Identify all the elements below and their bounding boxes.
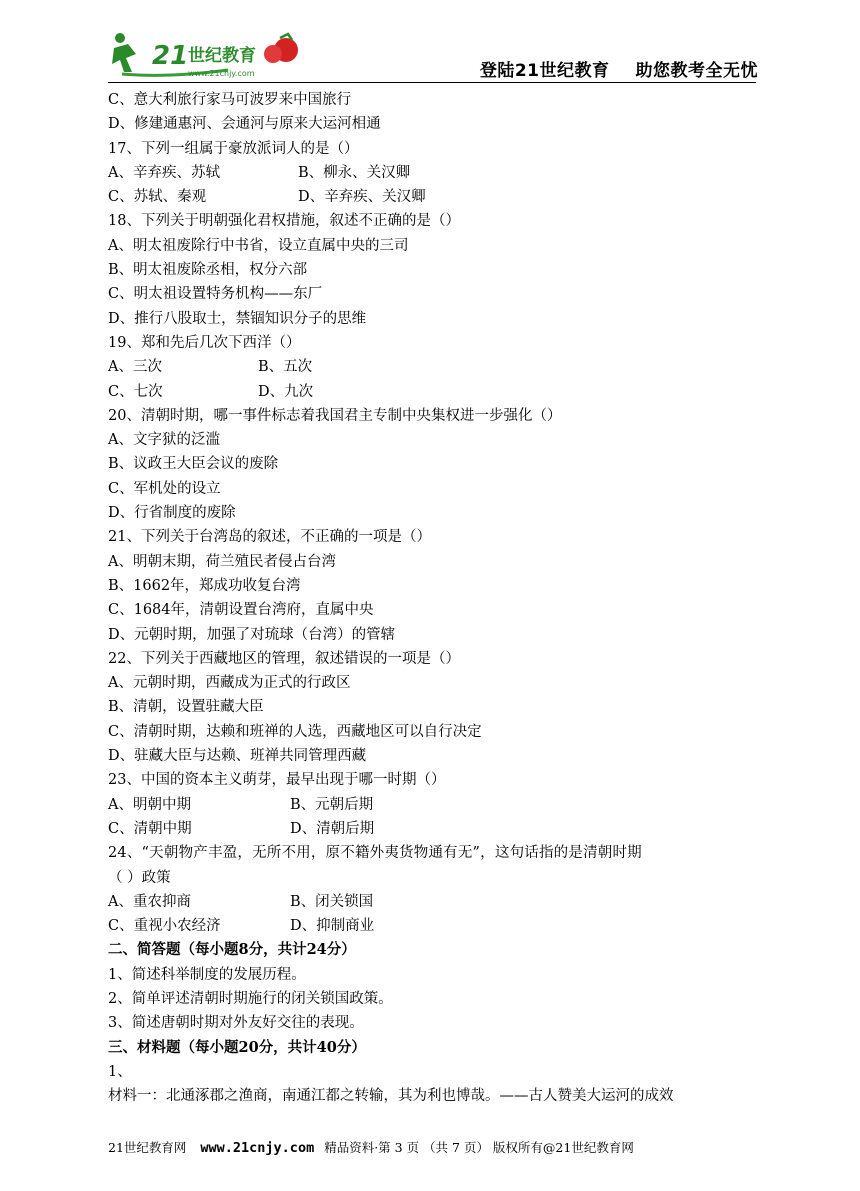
option: C、1684年，清朝设置台湾府，直属中央 (108, 602, 374, 619)
option-row (108, 161, 758, 185)
option: D、抑制商业 (290, 918, 375, 935)
option-row (108, 355, 758, 379)
option: C、明太祖设置特务机构——东厂 (108, 286, 323, 303)
option: A、明朝中期 (108, 796, 191, 813)
option-row (108, 185, 758, 209)
svg-text:www.21cnjy.com: www.21cnjy.com (188, 69, 255, 78)
footer-site: 21世纪教育网 (108, 1140, 187, 1155)
question-stem: 19、郑和先后几次下西洋（） (108, 334, 301, 351)
option: D、清朝后期 (290, 820, 375, 837)
option: D、九次 (258, 383, 314, 400)
option: C、重视小农经济 (108, 918, 221, 935)
option: B、五次 (258, 359, 313, 376)
option-row (108, 817, 758, 841)
question-stem-cont: （ ）政策 (108, 869, 171, 886)
question-stem: 23、中国的资本主义萌芽，最早出现于哪一时期（） (108, 772, 446, 789)
section-title: 二、简答题（每小题8分，共计24分） (108, 941, 356, 959)
header-rule (108, 82, 756, 83)
option: B、元朝后期 (290, 796, 374, 813)
question-stem: 24、“天朝物产丰盈，无所不用，原不籍外夷货物通有无”，这句话指的是清朝时期 (108, 845, 642, 862)
option: A、重农抑商 (108, 893, 191, 910)
page-header (108, 28, 758, 80)
option: C、七次 (108, 383, 163, 400)
option: D、推行八股取士，禁锢知识分子的思维 (108, 310, 367, 327)
option: D、行省制度的废除 (108, 505, 236, 522)
question-stem: 22、下列关于西藏地区的管理，叙述错误的一项是（） (108, 650, 460, 667)
option: B、1662年，郑成功收复台湾 (108, 577, 301, 594)
option: D、辛弃疾、关汉卿 (298, 189, 426, 206)
option: A、文字狱的泛滥 (108, 432, 220, 449)
option: A、三次 (108, 359, 162, 376)
footer-url[interactable]: www.21cnjy.com (200, 1140, 315, 1156)
question-stem: 17、下列一组属于豪放派词人的是（） (108, 140, 359, 157)
option: A、明太祖废除行中书省，设立直属中央的三司 (108, 237, 409, 254)
text-line: C、意大利旅行家马可波罗来中国旅行 (108, 92, 352, 108)
question-stem: 18、下列关于明朝强化君权措施，叙述不正确的是（） (108, 213, 460, 230)
question-stem: 1、简述科举制度的发展历程。 (108, 966, 306, 983)
option: D、元朝时期，加强了对琉球（台湾）的管辖 (108, 626, 396, 643)
option: A、元朝时期，西藏成为正式的行政区 (108, 675, 351, 692)
option: B、明太祖废除丞相，权分六部 (108, 262, 308, 279)
option: C、苏轼、秦观 (108, 189, 207, 206)
svg-text:21: 21 (152, 41, 189, 71)
question-stem: 21、下列关于台湾岛的叙述，不正确的一项是（） (108, 529, 431, 546)
option: C、军机处的设立 (108, 480, 221, 497)
text-line: D、修建通惠河、会通河与原来大运河相通 (108, 116, 381, 133)
option-row (108, 793, 758, 817)
section-title: 三、材料题（每小题20分，共计40分） (108, 1038, 366, 1056)
option: D、驻藏大臣与达赖、班禅共同管理西藏 (108, 748, 367, 765)
option: C、清朝中期 (108, 820, 192, 837)
option: B、柳永、关汉卿 (298, 164, 411, 181)
option-row (108, 890, 758, 914)
question-stem: 2、简单评述清朝时期施行的闭关锁国政策。 (108, 990, 393, 1007)
option: A、辛弃疾、苏轼 (108, 164, 220, 181)
header-tagline (480, 56, 758, 81)
svg-text:世纪教育: 世纪教育 (188, 46, 256, 66)
option-row (108, 914, 758, 938)
question-stem: 3、简述唐朝时期对外友好交往的表现。 (108, 1015, 364, 1032)
option-row (108, 380, 758, 404)
question-stem: 20、清朝时期，哪一事件标志着我国君主专制中央集权进一步强化（） (108, 407, 562, 424)
question-number: 1、 (108, 1063, 132, 1080)
option: C、清朝时期，达赖和班禅的人选，西藏地区可以自行决定 (108, 723, 482, 740)
material-text: 材料一：北通涿郡之渔商，南通江都之转输，其为利也博哉。——古人赞美大运河的成效 (108, 1088, 674, 1105)
tagline-right: 助您教考全无忧 (635, 61, 758, 81)
tagline-left: 登陆21世纪教育 (479, 61, 610, 81)
footer-page-info: 精品资料·第 3 页 （共 7 页） 版权所有@21世纪教育网 (324, 1140, 634, 1155)
page-content (108, 88, 758, 1108)
option: B、清朝，设置驻藏大臣 (108, 699, 264, 716)
option: B、闭关锁国 (290, 893, 374, 910)
option: B、议政王大臣会议的废除 (108, 456, 279, 473)
option: A、明朝末期，荷兰殖民者侵占台湾 (108, 553, 336, 570)
site-logo (108, 28, 308, 80)
page-footer (108, 1138, 758, 1156)
